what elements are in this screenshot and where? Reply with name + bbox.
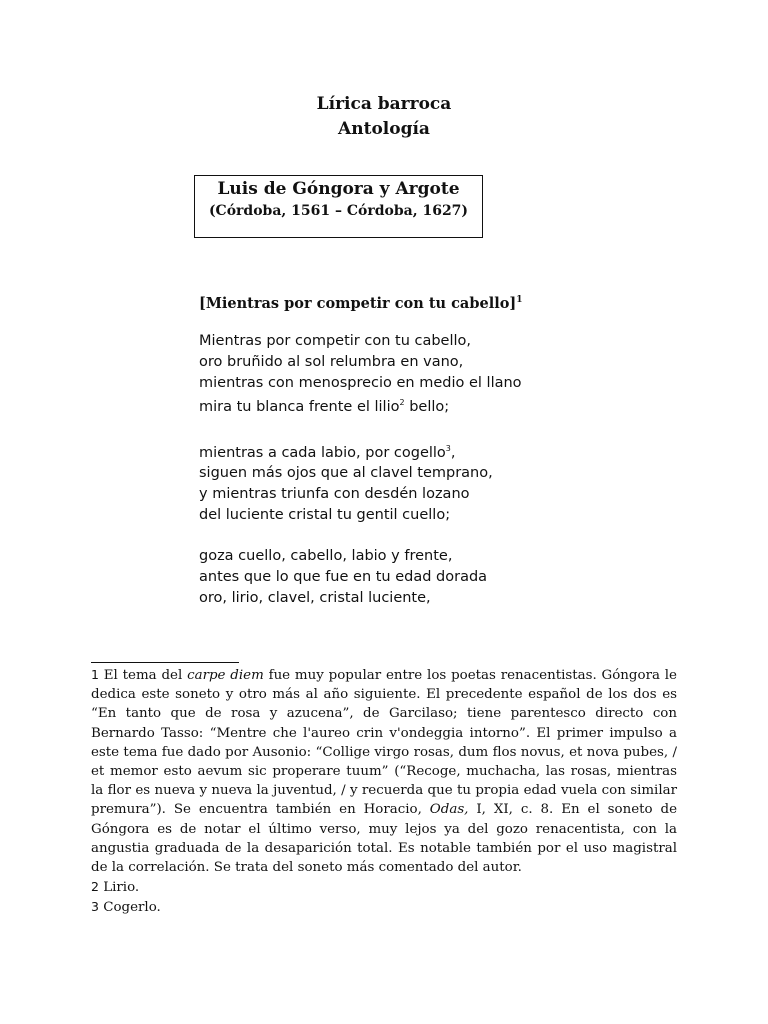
author-dates: (Córdoba, 1561 – Córdoba, 1627) (208, 203, 469, 219)
poem-body (199, 331, 522, 629)
poem-verse: goza cuello, cabello, labio y frente, (199, 548, 453, 565)
poem-stanza (199, 439, 522, 526)
document-header (0, 92, 768, 142)
poem-verse (199, 439, 522, 464)
footnote-ref-2: 2 (399, 398, 405, 408)
poem-stanza (199, 546, 522, 608)
poem-verse: antes que lo que fue en tu edad dorada (199, 569, 488, 586)
footnote-ref-3: 3 (445, 443, 451, 453)
footnote-italic: carpe diem (187, 668, 264, 683)
document-subtitle: Antología (338, 119, 430, 139)
footnote-text: Cogerlo. (98, 900, 161, 916)
verse-text: mientras a cada labio, por cogello (199, 444, 446, 461)
poem-verse: y mientras triunfa con desdén lozano (199, 486, 470, 503)
footnote-separator (91, 662, 239, 663)
poem-verse: siguen más ojos que al clavel temprano, (199, 465, 493, 482)
verse-text: bello; (404, 399, 450, 416)
poem-title (199, 290, 523, 314)
verse-text: mira tu blanca frente el lilio (199, 399, 400, 416)
footnote-number: 1 (91, 667, 99, 682)
footnotes (91, 665, 677, 918)
document-title: Lírica barroca (316, 94, 452, 114)
footnote-text: I, XI, c. 8. En el soneto de Góngora es de notar el último verso, muy lejos ya del gozo renacentista, con la angustia graduada de la desaparición total. Es notable también por el uso magistral de la correlación. Se trata del soneto más comentado del autor. (91, 802, 677, 876)
footnote-text: El tema del (98, 668, 188, 683)
poem-title-text: [Mientras por competir con tu cabello] (199, 295, 517, 312)
footnote-text: fue muy popular entre los poetas renacentistas. Góngora le dedica este soneto y otro más al año siguiente. El precedente español de los dos es “En tanto que de rosa y azucena”, de Garcilaso; tiene parentesco directo con Bernardo Tasso: “Mentre che l'aureo crin v'ondeggia intorno”. El primer impulso a este tema fue dado por Ausonio: “Collige virgo rosas, dum flos novus, et nova pubes, / et memor esto aevum sic properare tuum” (“Recoge, muchacha, las rosas, mientras la flor es nueva y nueva la juventud, / y recuerda que tu propia edad vuela con similar premura”). Se encuentra también en Horacio, (91, 668, 677, 818)
poem-verse: del luciente cristal tu gentil cuello; (199, 507, 451, 524)
footnote-3 (91, 897, 677, 917)
footnote-2 (91, 877, 677, 897)
footnote-number: 2 (91, 879, 99, 895)
author-box (194, 175, 483, 238)
poem-verse: Mientras por competir con tu cabello, (199, 333, 472, 349)
footnote-italic: Odas, (429, 802, 469, 818)
footnote-text: Lirio. (98, 880, 140, 896)
verse-text: , (450, 444, 456, 461)
poem-verse: oro bruñido al sol relumbra en vano, (199, 353, 464, 370)
footnote-1 (91, 665, 677, 877)
footnote-number: 3 (91, 899, 99, 915)
poem-verse: mientras con menosprecio en medio el llano (199, 374, 522, 391)
poem-verse: oro, lirio, clavel, cristal luciente, (199, 589, 431, 606)
poem-verse (199, 393, 522, 418)
author-name: Luis de Góngora y Argote (217, 179, 460, 199)
footnote-ref-1: 1 (516, 295, 523, 305)
poem-stanza (199, 331, 522, 418)
